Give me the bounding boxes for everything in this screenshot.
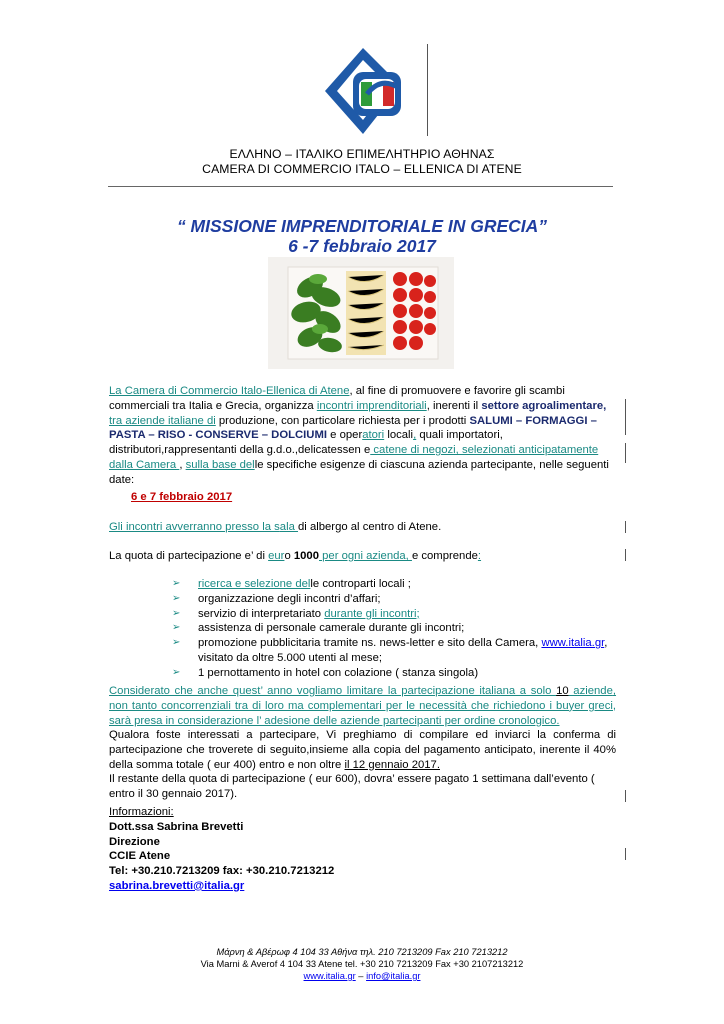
service-text-b: 1 pernottamento in hotel con colazione ( stanza singola) xyxy=(198,666,479,679)
contact-label: Informazioni: xyxy=(109,806,174,818)
revision-mark xyxy=(625,399,626,435)
list-item xyxy=(172,636,622,666)
footer-address-greek: Μάρνη & Αβέρωφ 4 104 33 Αθήνα τηλ. 210 7213209 Fax 210 7213212 xyxy=(216,947,508,957)
fee-text-4: per ogni azienda, xyxy=(319,550,412,562)
footer-address-italian: Via Marni & Averof 4 104 33 Atene tel. +30 210 7213209 Fax +30 2107213212 xyxy=(200,959,524,969)
italian-flag-food-image xyxy=(268,257,454,369)
fee-text-1: La quota di partecipazione e’ di xyxy=(109,550,269,562)
intro-text-6: quali importatori, distributori,rappresentanti della g.d.o.,delicatessen e xyxy=(109,429,503,457)
contact-name: Dott.ssa Sabrina Brevetti xyxy=(109,820,244,833)
arrow-bullet-icon: ➢ xyxy=(172,592,181,604)
header-rule xyxy=(108,186,613,187)
balance-paragraph: Il restante della quota di partecipazione ( eur 600), dovra’ essere pagato 1 settimana dall’evento ( entro il 30 gennaio 2017). xyxy=(109,773,595,800)
footer-email-link[interactable]: info@italia.gr xyxy=(366,971,421,981)
limit-text-4: ssità che richiedono i buyer greci, sarà presa in considerazione l’ adesione delle aziende partecipanti per ordine cronologico. xyxy=(109,699,617,727)
dates-text: 6 e 7 febbraio 2017 xyxy=(131,491,233,503)
revision-mark xyxy=(625,521,626,533)
products-text: SALUMI – FORMAGGI – PASTA – RISO - CONSERVE – DOLCIUMI xyxy=(109,414,597,442)
contact-phone: Tel: +30.210.7213209 fax: +30.210.7213212 xyxy=(109,865,335,878)
revision-mark xyxy=(625,549,626,561)
limit-text-1: Considerato che anche quest’ anno vogliamo limitare la partecipazione italiana a solo xyxy=(109,685,557,697)
service-text-c: durante gli incontri; xyxy=(324,607,420,620)
services-list xyxy=(172,577,622,681)
arrow-bullet-icon: ➢ xyxy=(172,578,181,589)
deadline-text: il 12 gennaio 2017. xyxy=(344,758,440,771)
intro-paragraph xyxy=(109,384,616,488)
arrow-bullet-icon: ➢ xyxy=(172,666,181,678)
arrow-bullet-icon: ➢ xyxy=(172,637,181,649)
limit-paragraph xyxy=(109,684,616,728)
meeting-text-3: di albergo al centro di Atene. xyxy=(298,521,442,533)
fee-text-5: e comprende xyxy=(411,550,478,562)
revision-mark xyxy=(625,848,626,860)
fee-amount: 1000 xyxy=(293,550,319,562)
shops-text: catene di negozi, selezionati anticipatamente dalla Camera xyxy=(109,444,599,471)
limit-text-3: , non tanto concorrenziali tra di loro ma complementari per le nece xyxy=(109,685,617,712)
intro-text-5: locali xyxy=(384,429,414,442)
fee-colon: : xyxy=(477,550,482,562)
revision-mark xyxy=(625,790,626,802)
service-text-d: visitato da oltre 5.000 utenti al mese; xyxy=(198,651,382,664)
footer-website-link[interactable]: www.italia.gr xyxy=(303,971,356,981)
service-text-a: ricerca e selezione del xyxy=(198,578,311,590)
service-text-b: le controparti locali ; xyxy=(310,578,411,590)
chamber-link-text: La Camera di Commercio Italo-Ellenica di Atene xyxy=(109,385,350,397)
service-text-b: promozione pubblicitaria tramite ns. news-letter e sito della Camera, xyxy=(198,637,542,650)
header-divider xyxy=(427,44,428,136)
meeting-text-2: ala xyxy=(279,521,299,533)
list-item xyxy=(172,621,622,636)
intro-text-4: e oper xyxy=(327,429,363,442)
companies-text: tra aziende italiane di xyxy=(109,414,216,427)
footer-separator: – xyxy=(355,971,367,981)
chamber-logo xyxy=(323,46,423,136)
meeting-paragraph xyxy=(109,520,616,535)
intro-text-7: , xyxy=(179,458,186,471)
arrow-bullet-icon: ➢ xyxy=(172,607,181,619)
list-item xyxy=(172,666,622,681)
revision-mark xyxy=(625,443,626,463)
intro-comma: , xyxy=(413,429,417,442)
limit-text-2: aziende xyxy=(568,685,613,697)
fee-text-2: eur xyxy=(268,550,285,562)
contact-block xyxy=(109,805,616,894)
basis-text: sulla base del xyxy=(185,458,255,471)
request-paragraph xyxy=(109,728,616,772)
contact-role: Direzione xyxy=(109,835,160,848)
sector-text: settore agroalimentare, xyxy=(481,399,607,412)
limit-number: 10 xyxy=(556,685,569,697)
fee-paragraph xyxy=(109,549,616,564)
list-item xyxy=(172,577,622,592)
list-item xyxy=(172,592,622,607)
footer-links xyxy=(0,970,724,982)
intro-text-3: produzione, con particolare richiesta per i prodotti xyxy=(215,414,470,427)
service-text-b: assistenza di personale camerale durante gli incontri; xyxy=(198,622,465,635)
meeting-text-1: Gli incontri avverranno presso la s xyxy=(109,521,280,533)
list-item xyxy=(172,607,622,622)
page-title: “ MISSIONE IMPRENDITORIALE IN GRECIA” xyxy=(176,216,548,236)
operators-text: atori xyxy=(362,429,385,442)
page-subtitle-date: 6 -7 febbraio 2017 xyxy=(288,236,436,256)
intro-text-1: , al fine di promuovere e favorire gli scambi commerciali tra Italia e Grecia, organizza xyxy=(109,385,565,412)
dates-line xyxy=(131,490,638,505)
intro-text-8: le specifiche esigenze di ciascuna azienda partecipante, nelle seguenti date: xyxy=(109,458,609,486)
request-text: Qualora foste interessati a partecipare, Vi preghiamo di compilare ed inviarci la conferma di partecipazione che troverete di seguito,insieme alla copia del pagamento anticipato, inerente il 40% della somma totale ( eur 400) entro e non oltre xyxy=(109,729,616,771)
service-text-b: servizio di interpretariato xyxy=(198,607,325,620)
meetings-text: incontri imprenditoriali xyxy=(316,399,427,412)
intro-text-2: , inerenti il xyxy=(426,399,482,412)
service-text-b: organizzazione degli incontri d’affari; xyxy=(198,592,381,605)
service-comma: , xyxy=(604,637,608,650)
fee-text-3: o xyxy=(284,550,294,562)
contact-email-link[interactable]: sabrina.brevetti@italia.gr xyxy=(109,879,245,892)
website-link[interactable]: www.italia.gr xyxy=(541,637,605,650)
arrow-bullet-icon: ➢ xyxy=(172,622,181,634)
contact-org: CCIE Atene xyxy=(109,850,171,863)
chamber-name-italian: CAMERA DI COMMERCIO ITALO – ELLENICA DI ATENE xyxy=(202,162,522,176)
chamber-name-greek: ΕΛΛΗΝΟ – ΙΤΑΛΙΚΟ ΕΠΙΜΕΛΗΤΗΡΙΟ ΑΘΗΝΑΣ xyxy=(229,147,495,161)
